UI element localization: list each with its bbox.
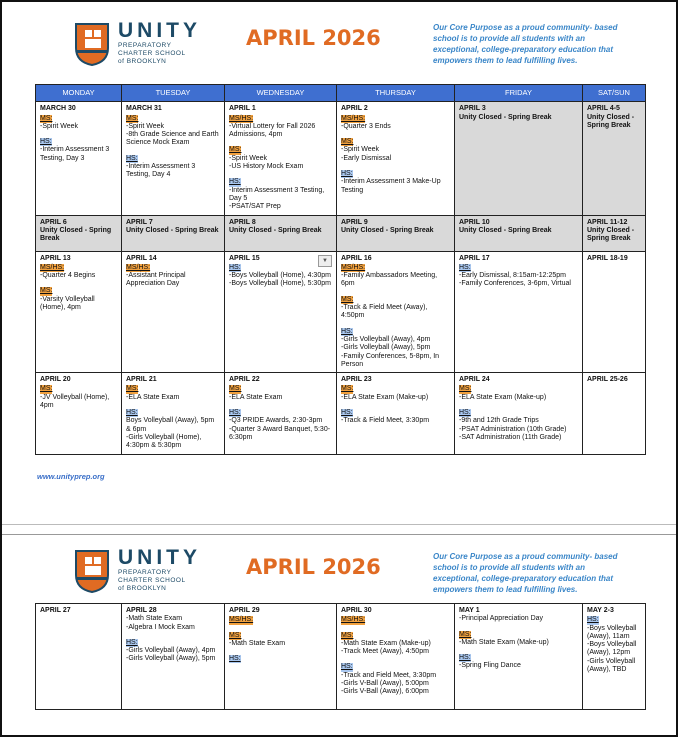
group-tag: HS: [459,654,471,662]
spacer [341,321,450,327]
group-tag: MS/HS: [341,114,366,122]
day-cell [122,215,225,251]
event-line: -Math State Exam [229,639,286,647]
event-line: -Spirit Week [40,122,78,130]
spacer [341,163,450,169]
day-label: APRIL 21 [126,376,157,384]
day-cell [337,251,455,373]
unity-logo [74,19,201,70]
shield-icon [74,22,110,66]
event-line: -Algebra I Mock Exam [126,623,195,631]
group-tag: HS: [341,663,353,671]
event-line: -Boys Volleyball (Home), 4:30pm [229,272,331,280]
day-label: APRIL 15 [229,254,260,262]
calendar-table-1 [35,84,646,455]
day-label: APRIL 24 [459,376,490,384]
day-label: APRIL 17 [459,254,490,262]
day-cell [225,102,337,215]
brand-name: UNITY [118,546,201,569]
group-tag: MS: [126,114,139,122]
event-line: -8th Grade Science and Earth Science Mock Exam [126,131,219,147]
group-tag: HS: [126,154,138,162]
header-friday: FRIDAY [455,85,583,102]
day-label: APRIL 3 [459,105,486,113]
spacer [40,280,117,286]
day-cell [455,373,583,454]
event-line: -Early Dismissal [341,154,392,162]
closure-note: Unity Closed - Spring Break [587,226,635,243]
day-cell [122,102,225,215]
group-tag: MS: [341,295,354,303]
event-line: -9th and 12th Grade Trips [459,417,539,425]
group-tag: MS: [229,146,242,154]
group-tag: MS/HS: [341,263,366,271]
spacer [126,148,220,154]
day-label: MARCH 31 [126,105,162,113]
day-label: APRIL 2 [341,105,368,113]
day-label: APRIL 9 [341,218,368,226]
group-tag: HS: [459,263,471,271]
day-cell [583,604,646,710]
day-cell [337,102,455,215]
event-line: -Girls Volleyball (Away), TBD [587,657,636,674]
day-label: APRIL 22 [229,376,260,384]
event-line: -Spirit Week [229,154,267,162]
spacer [459,402,578,408]
group-tag: HS: [229,655,241,663]
day-label: APRIL 29 [229,607,260,614]
event-line: -Assistant Principal Appreciation Day [126,272,186,288]
calendar-page-1 [2,2,676,524]
event-line: -Track and Field Meet, 3:30pm [341,671,437,679]
day-cell [455,251,583,373]
group-tag: MS: [40,114,53,122]
brand-name: UNITY [118,19,201,42]
event-line: -Boys Volleyball (Home), 5:30pm [229,280,331,288]
event-line: -Q3 PRIDE Awards, 2:30-3pm [229,417,323,425]
event-line: -ELA State Exam [229,393,283,401]
event-line: -Family Conferences, 5-8pm, In Person [341,352,440,368]
day-cell [36,215,122,251]
event-line: -Girls V-Ball (Away), 5:00pm [341,680,429,688]
day-label: APRIL 30 [341,607,372,614]
closure-note: Unity Closed - Spring Break [40,226,112,243]
day-cell [36,373,122,454]
day-cell [225,604,337,710]
day-label: MAY 2-3 [587,607,614,614]
event-line: -Girls Volleyball (Home), 4:30pm & 5:30pm [126,433,202,450]
core-purpose: Our Core Purpose as a proud community- based school is to provide all students with an exceptional, college-preparatory education that empowers them to lead fulfilling lives. [433,23,618,65]
day-cell [36,102,122,215]
event-line: -ELA State Exam [126,393,180,401]
spacer [341,625,450,631]
group-tag: MS: [229,385,242,393]
shield-icon [74,549,110,593]
event-line: -Girls Volleyball (Away), 5pm [341,344,431,352]
day-label: APRIL 18-19 [587,254,628,262]
group-tag: MS/HS: [229,616,254,624]
day-label: APRIL 11-12 [587,218,628,226]
event-line: -Girls Volleyball (Away), 5pm [126,655,216,663]
event-line: -Quarter 3 Award Banquet, 5:30-6:30pm [229,425,331,441]
day-label: MAY 1 [459,607,480,614]
group-tag: HS: [459,409,471,417]
day-cell [122,604,225,710]
group-tag: HS: [40,138,52,146]
event-line: -Girls V-Ball (Away), 6:00pm [341,688,429,696]
group-tag: HS: [341,327,353,335]
group-tag: HS: [126,638,138,646]
event-line: -ELA State Exam (Make-up) [459,393,547,401]
header-sat-sun: SAT/SUN [583,85,646,102]
day-cell [337,604,455,710]
day-cell [36,251,122,373]
event-line: -Spirit Week [341,146,379,154]
group-tag: HS: [341,170,353,178]
spacer [341,289,450,295]
unity-logo-2 [74,546,201,597]
event-line: -PSAT/SAT Prep [229,203,281,211]
group-tag: MS: [341,385,354,393]
group-tag: MS: [40,287,53,295]
group-tag: MS/HS: [126,263,151,271]
event-line: -Track & Field Meet (Away), 4:50pm [341,304,428,320]
day-cell [36,604,122,710]
event-line: -JV Volleyball (Home), 4pm [40,393,110,410]
event-line: -SAT Administration (11th Grade) [459,433,562,441]
group-tag: HS: [587,616,599,624]
event-line: -Interim Assessment 3 Make-Up Testing [341,178,441,194]
day-label: APRIL 10 [459,218,490,226]
spacer [459,647,578,653]
group-tag: MS: [459,385,472,393]
group-tag: MS: [459,630,472,638]
day-cell [122,251,225,373]
event-line: -Track & Field Meet, 3:30pm [341,417,430,425]
day-label: APRIL 4-5 [587,105,620,113]
event-line: -Math State Exam (Make-up) [341,639,431,647]
day-cell [225,373,337,454]
day-cell [583,102,646,215]
spacer [126,632,220,638]
day-cell [337,373,455,454]
group-tag: MS: [341,631,354,639]
event-line: -Quarter 4 Begins [40,272,96,280]
spacer [40,131,117,137]
core-purpose: Our Core Purpose as a proud community- based school is to provide all students with an exceptional, college-preparatory education that empowers them to lead fulfilling lives. [433,552,618,594]
group-tag: MS/HS: [40,263,65,271]
event-line: -Spring Fling Dance [459,662,521,670]
group-tag: HS: [341,409,353,417]
day-label: APRIL 7 [126,218,153,226]
event-line: -Boys Volleyball (Away), 12pm [587,641,637,657]
closure-note: Unity Closed - Spring Break [459,226,552,234]
event-line: -Girls Volleyball (Away), 4pm [341,335,431,343]
event-line: -Track Meet (Away), 4:50pm [341,648,429,656]
day-label: APRIL 23 [341,376,372,384]
day-label: APRIL 8 [229,218,256,226]
header-thursday: THURSDAY [337,85,455,102]
brand-subtitle: PREPARATORY CHARTER SCHOOL of BROOKLYN [118,42,186,65]
calendar-page-2 [2,534,676,736]
spacer [341,402,450,408]
group-tag: MS/HS: [229,114,254,122]
group-tag: MS: [341,138,354,146]
event-line: -Virtual Lottery for Fall 2026 Admissions, 4pm [229,122,316,139]
spacer [229,625,332,631]
group-tag: HS: [229,178,241,186]
spacer [341,656,450,662]
group-tag: MS/HS: [341,616,366,624]
group-tag: HS: [126,409,138,417]
day-cell [583,251,646,373]
closure-note: Unity Closed - Spring Break [459,113,552,121]
event-line: -Interim Assessment 3 Testing, Day 3 [40,146,110,162]
spacer [229,171,332,177]
event-line: -Varsity Volleyball (Home), 4pm [40,295,95,312]
event-line: -Early Dismissal, 8:15am-12:25pm [459,272,566,280]
day-cell [122,373,225,454]
group-tag: MS: [40,385,53,393]
event-line: -Interim Assessment 3 Testing, Day 4 [126,163,196,179]
event-line: Boys Volleyball (Away), 5pm & 6pm [126,417,215,433]
day-label: APRIL 25-26 [587,376,628,384]
day-cell [455,604,583,710]
event-line: -Family Ambassadors Meeting, 6pm [341,272,438,288]
day-label: APRIL 28 [126,607,157,614]
spacer [229,402,332,408]
event-line: -Math State Exam [126,615,183,623]
spacer [341,131,450,137]
event-line: -Principal Appreciation Day [459,615,544,623]
closure-note: Unity Closed - Spring Break [587,113,635,129]
event-line: -Spirit Week [126,122,164,130]
day-label: APRIL 13 [40,254,71,262]
day-cell [225,215,337,251]
event-line: -Girls Volleyball (Away), 4pm [126,647,216,655]
day-cell [337,215,455,251]
closure-note: Unity Closed - Spring Break [229,226,322,234]
calendar-table-2 [35,603,646,710]
website-link[interactable]: www.unityprep.org [37,472,105,481]
day-label: APRIL 20 [40,376,71,384]
closure-note: Unity Closed - Spring Break [341,226,434,234]
brand-subtitle: PREPARATORY CHARTER SCHOOL of BROOKLYN [118,569,186,592]
event-line: -ELA State Exam (Make-up) [341,393,429,401]
header-monday: MONDAY [36,85,122,102]
day-label: APRIL 16 [341,254,372,262]
spacer [459,624,578,630]
group-tag: MS: [229,631,242,639]
event-line: -Family Conferences, 3-6pm, Virtual [459,280,571,288]
spacer [229,648,332,654]
header-wednesday: WEDNESDAY [225,85,337,102]
day-cell [455,102,583,215]
header-tuesday: TUESDAY [122,85,225,102]
spacer [126,402,220,408]
day-cell [583,373,646,454]
day-label: MARCH 30 [40,105,76,113]
group-tag: HS: [229,263,241,271]
day-label: APRIL 1 [229,105,256,113]
dropdown-toggle[interactable]: ▼ [318,255,332,267]
day-label: APRIL 6 [40,218,67,226]
group-tag: MS: [126,385,139,393]
event-line: -Quarter 3 Ends [341,122,391,130]
closure-note: Unity Closed - Spring Break [126,226,219,234]
month-title: APRIL 2026 [246,26,381,50]
spacer [229,139,332,145]
day-cell [583,215,646,251]
day-label: APRIL 14 [126,254,157,262]
event-line: -US History Mock Exam [229,163,304,171]
day-label: APRIL 27 [40,607,71,614]
group-tag: HS: [229,409,241,417]
month-title: APRIL 2026 [246,555,381,579]
day-cell [225,251,337,373]
event-line: -Boys Volleyball (Away), 11am [587,624,637,640]
day-cell [455,215,583,251]
event-line: -PSAT Administration (10th Grade) [459,425,567,433]
event-line: -Interim Assessment 3 Testing, Day 5 [229,186,325,202]
event-line: -Math State Exam (Make-up) [459,638,549,646]
